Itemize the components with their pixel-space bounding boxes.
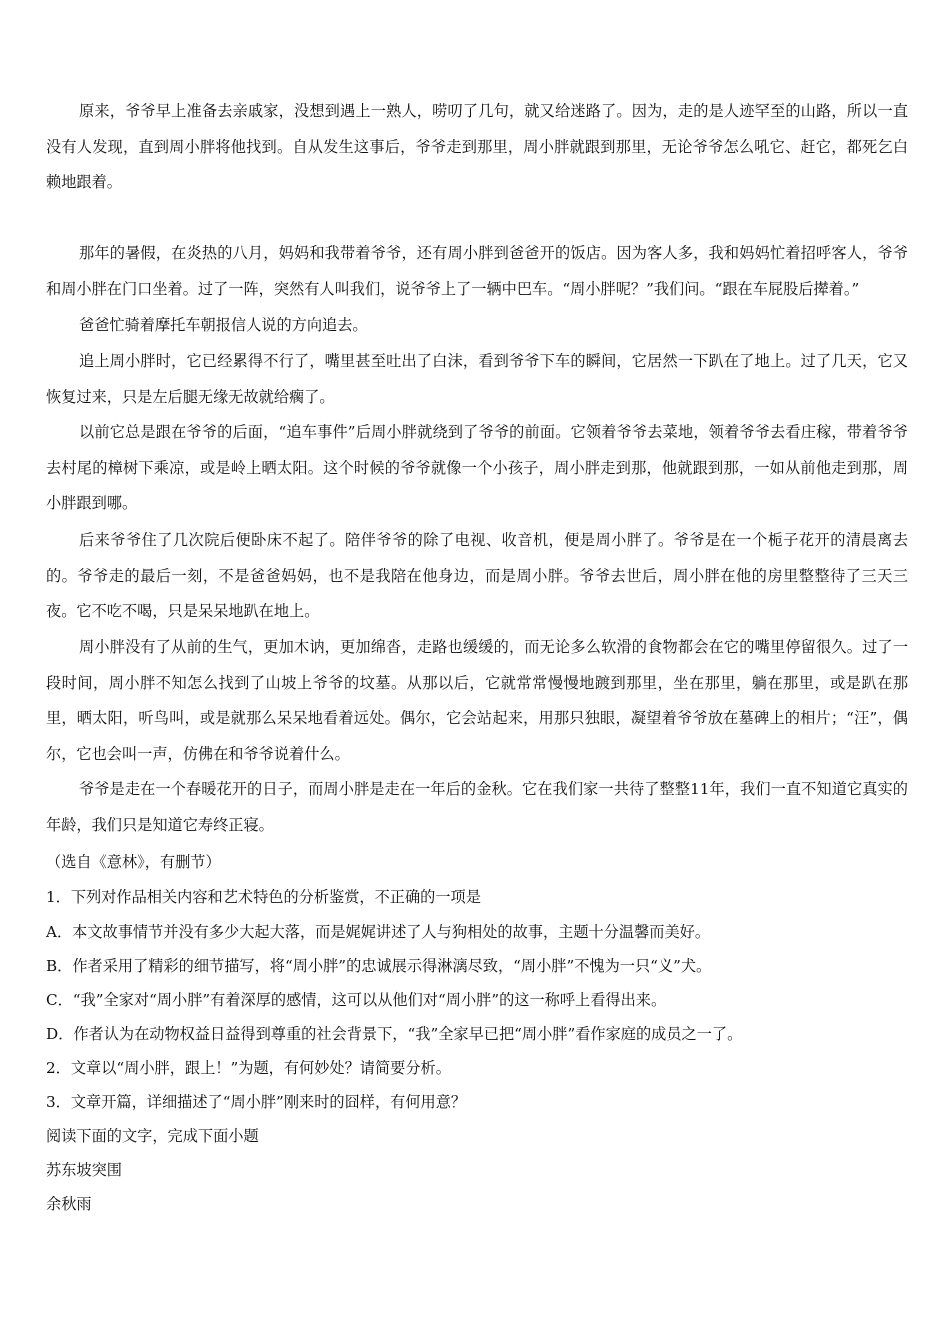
story-paragraph-2: 那年的暑假，在炎热的八月，妈妈和我带着爷爷，还有周小胖到爸爸开的饭店。因为客人多，我和妈妈忙着招呼客人，爷爷和周小胖在门口坐着。过了一阵，突然有人叫我们，说爷爷上了一辆中巴车。“周小胖呢？”我们问。“跟在车屁股后撵着。” (46, 244, 908, 298)
article-author: 余秋雨 (46, 1195, 92, 1213)
story-paragraph-3: 爸爸忙骑着摩托车朝报信人说的方向追去。 (79, 316, 368, 334)
story-paragraph-4: 追上周小胖时，它已经累得不行了，嘴里甚至吐出了白沫，看到爷爷下车的瞬间，它居然一下趴在了地上。过了几天，它又恢复过来，只是左后腿无缘无故就给瘸了。 (46, 352, 908, 406)
reading-instruction: 阅读下面的文字，完成下面小题 (46, 1127, 259, 1145)
question-2: 2．文章以“周小胖，跟上！”为题，有何妙处？请简要分析。 (46, 1059, 451, 1077)
story-paragraph-6: 后来爷爷住了几次院后便卧床不起了。陪伴爷爷的除了电视、收音机，便是周小胖了。爷爷是在一个栀子花开的清晨离去的。爷爷走的最后一刻，不是爸爸妈妈，也不是我陪在他身边，而是周小胖。爷爷去世后，周小胖在他的房里整整待了三天三夜。它不吃不喝，只是呆呆地趴在地上。 (46, 531, 908, 620)
story-paragraph-8: 爷爷是走在一个春暖花开的日子，而周小胖是走在一年后的金秋。它在我们家一共待了整整11年，我们一直不知道它真实的年龄，我们只是知道它寿终正寝。 (46, 780, 908, 834)
option-a: A．本文故事情节并没有多少大起大落，而是娓娓讲述了人与狗相处的故事，主题十分温馨而美好。 (46, 923, 711, 941)
source-note: （选自《意林》，有删节） (46, 853, 221, 871)
option-c: C．“我”全家对“周小胖”有着深厚的感情，这可以从他们对“周小胖”的这一称呼上看得出来。 (46, 991, 667, 1009)
story-paragraph-5: 以前它总是跟在爷爷的后面，“追车事件”后周小胖就绕到了爷爷的前面。它领着爷爷去菜地，领着爷爷去看庄稼，带着爷爷去村尾的樟树下乘凉，或是岭上晒太阳。这个时候的爷爷就像一个小孩子，周小胖走到那，他就跟到那，一如从前他走到那，周小胖跟到哪。 (46, 423, 908, 512)
article-title: 苏东坡突围 (46, 1161, 122, 1179)
story-paragraph-1: 原来，爷爷早上准备去亲戚家，没想到遇上一熟人，唠叨了几句，就又给迷路了。因为，走的是人迹罕至的山路，所以一直没有人发现，直到周小胖将他找到。自从发生这事后，爷爷走到那里，周小胖就跟到那里，无论爷爷怎么吼它、赶它，都死乞白赖地跟着。 (46, 102, 908, 191)
option-b: B．作者采用了精彩的细节描写，将“周小胖”的忠诚展示得淋漓尽致，“周小胖”不愧为一只“义”犬。 (46, 957, 712, 975)
option-d: D．作者认为在动物权益日益得到尊重的社会背景下，“我”全家早已把“周小胖”看作家庭的成员之一了。 (46, 1025, 743, 1043)
question-3: 3．文章开篇，详细描述了“周小胖”刚来时的囧样，有何用意？ (46, 1093, 467, 1111)
story-paragraph-7: 周小胖没有了从前的生气，更加木讷，更加绵沓，走路也缓缓的，而无论多么软滑的食物都会在它的嘴里停留很久。过了一段时间，周小胖不知怎么找到了山坡上爷爷的坟墓。从那以后，它就常常慢慢地踱到那里，坐在那里，躺在那里，或是趴在那里，晒太阳，听鸟叫，或是就那么呆呆地看着远处。偶尔，它会站起来，用那只独眼，凝望着爷爷放在墓碑上的相片；“汪”，偶尔，它也会叫一声，仿佛在和爷爷说着什么。 (46, 638, 908, 763)
question-1: 1．下列对作品相关内容和艺术特色的分析鉴赏，不正确的一项是 (46, 888, 481, 906)
